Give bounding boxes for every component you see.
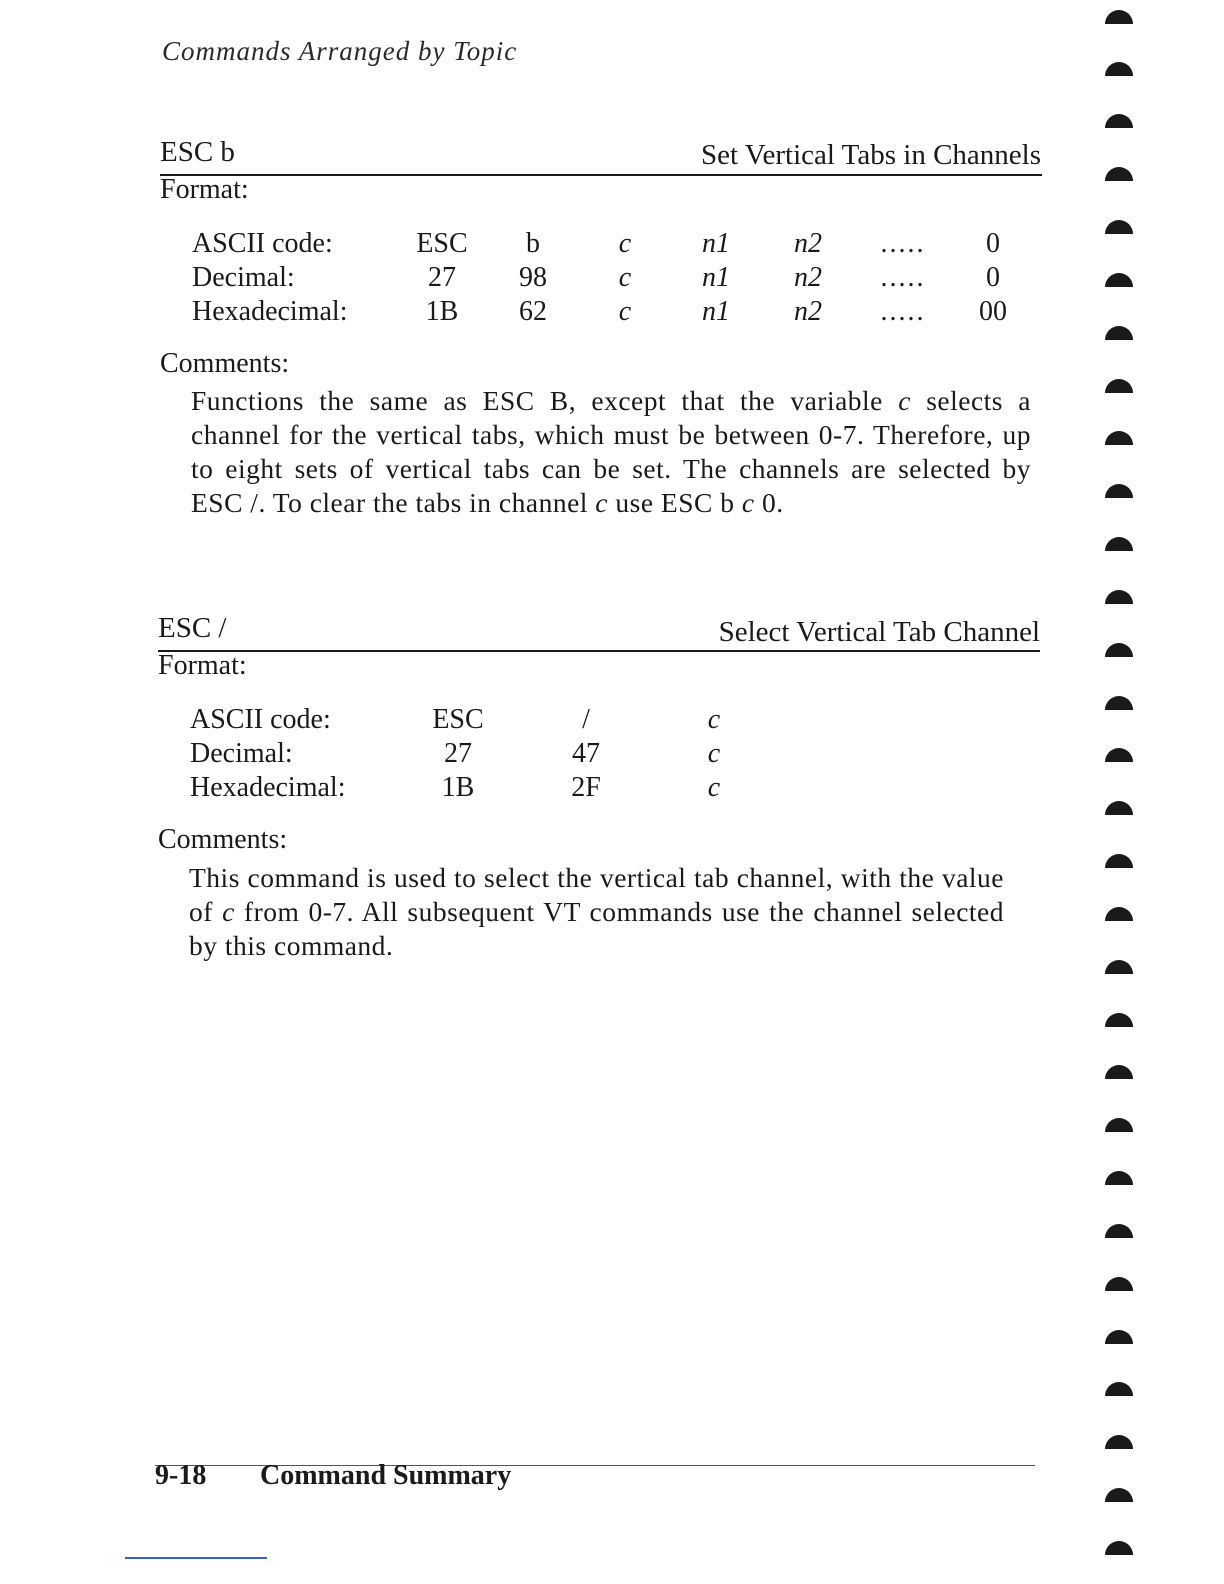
row-label: Decimal: <box>192 262 295 293</box>
section-2-format-label: Format: <box>158 650 247 681</box>
cell: b <box>526 228 540 259</box>
comment-text: 0. <box>761 487 784 518</box>
section-1-comment <box>191 384 1031 520</box>
cell: 47 <box>572 738 600 769</box>
section-1-comments-label: Comments: <box>160 348 290 379</box>
section-2-comments-label: Comments: <box>158 824 288 855</box>
binder-hole-icon <box>1105 1435 1133 1449</box>
row-label: Decimal: <box>190 738 293 769</box>
cell: n2 <box>794 296 822 327</box>
comment-text: Functions the same as ESC B, except that the variable <box>191 385 883 416</box>
cell: n1 <box>702 296 730 327</box>
section-1-format-label: Format: <box>160 174 249 205</box>
binder-hole-icon <box>1105 379 1133 393</box>
binder-hole-icon <box>1105 643 1133 657</box>
row-label: Hexadecimal: <box>190 772 346 803</box>
cell: ..... <box>880 228 926 259</box>
footer-title: Command Summary <box>260 1460 512 1491</box>
binder-hole-icon <box>1105 62 1133 76</box>
comment-variable: c <box>595 487 609 518</box>
cell: n1 <box>702 262 730 293</box>
running-head: Commands Arranged by Topic <box>162 36 518 66</box>
section-2-comment <box>189 861 1004 963</box>
binder-hole-icon <box>1105 1382 1133 1396</box>
cell: 27 <box>428 262 456 293</box>
cell: 0 <box>986 228 1000 259</box>
cell: c <box>618 228 632 259</box>
cell: ..... <box>880 262 926 293</box>
section-2-row-ascii <box>0 704 1224 738</box>
binder-hole-icon <box>1105 1541 1133 1555</box>
edge-mark <box>125 1557 267 1559</box>
cell: c <box>707 704 721 735</box>
binder-hole-icon <box>1105 1118 1133 1132</box>
cell: n1 <box>702 228 730 259</box>
binder-hole-icon <box>1105 1488 1133 1502</box>
cell: ..... <box>880 296 926 327</box>
binder-hole-icon <box>1105 537 1133 551</box>
binder-hole-icon <box>1105 696 1133 710</box>
comment-variable: c <box>898 385 911 416</box>
section-1-rule <box>160 174 1042 176</box>
comment-text: use ESC b <box>615 487 735 518</box>
binder-hole-icon <box>1105 167 1133 181</box>
cell: / <box>582 704 590 735</box>
section-2-code: ESC / <box>158 612 227 644</box>
binder-hole-icon <box>1105 854 1133 868</box>
binder-hole-icon <box>1105 1224 1133 1238</box>
cell: n2 <box>794 262 822 293</box>
comment-text: This command is used to select the vertical tab channel, with the value of <box>189 862 1004 927</box>
cell: 98 <box>519 262 547 293</box>
section-2-rule <box>158 650 1040 652</box>
row-label: Hexadecimal: <box>192 296 348 327</box>
binder-hole-icon <box>1105 10 1133 24</box>
binder-hole-icon <box>1105 1171 1133 1185</box>
section-1-row-decimal <box>0 262 1224 296</box>
binder-hole-icon <box>1105 960 1133 974</box>
cell: 27 <box>444 738 472 769</box>
section-2-row-decimal <box>0 738 1224 772</box>
cell: 1B <box>441 772 475 803</box>
cell: 2F <box>571 772 601 803</box>
section-2-row-hexadecimal <box>0 772 1224 806</box>
row-label: ASCII code: <box>190 704 331 735</box>
cell: n2 <box>794 228 822 259</box>
cell: ESC <box>416 228 468 259</box>
section-1-row-hexadecimal <box>0 296 1224 330</box>
cell: ESC <box>432 704 484 735</box>
binder-hole-icon <box>1105 114 1133 128</box>
binder-hole-icon <box>1105 590 1133 604</box>
section-1-row-ascii <box>0 228 1224 262</box>
section-1-code: ESC b <box>160 136 235 168</box>
comment-variable: c <box>741 487 755 518</box>
cell: 00 <box>979 296 1007 327</box>
binder-hole-icon <box>1105 484 1133 498</box>
comment-text: from 0-7. All subsequent VT commands use the channel selected by this command. <box>189 896 1005 961</box>
row-label: ASCII code: <box>192 228 333 259</box>
binder-hole-icon <box>1105 907 1133 921</box>
cell: 0 <box>986 262 1000 293</box>
page-number: 9-18 <box>155 1460 207 1491</box>
binder-hole-icon <box>1105 1277 1133 1291</box>
cell: 62 <box>519 296 547 327</box>
section-2-title: Select Vertical Tab Channel <box>718 616 1040 648</box>
cell: c <box>707 738 721 769</box>
cell: c <box>707 772 721 803</box>
binder-hole-icon <box>1105 1013 1133 1027</box>
comment-variable: c <box>222 896 235 927</box>
cell: c <box>618 262 632 293</box>
binder-hole-icon <box>1105 431 1133 445</box>
comment-text: selects a channel for the vertical tabs, which must be between 0-7. Therefore, up to eight sets of vertical tabs can be set. The channels are selected by ESC /. To clear the tabs in channel <box>191 385 1031 518</box>
binder-hole-icon <box>1105 1065 1133 1079</box>
section-1-title: Set Vertical Tabs in Channels <box>700 139 1041 171</box>
binder-hole-icon <box>1105 1330 1133 1344</box>
binder-hole-icon <box>1105 220 1133 234</box>
cell: 1B <box>425 296 459 327</box>
cell: c <box>618 296 632 327</box>
